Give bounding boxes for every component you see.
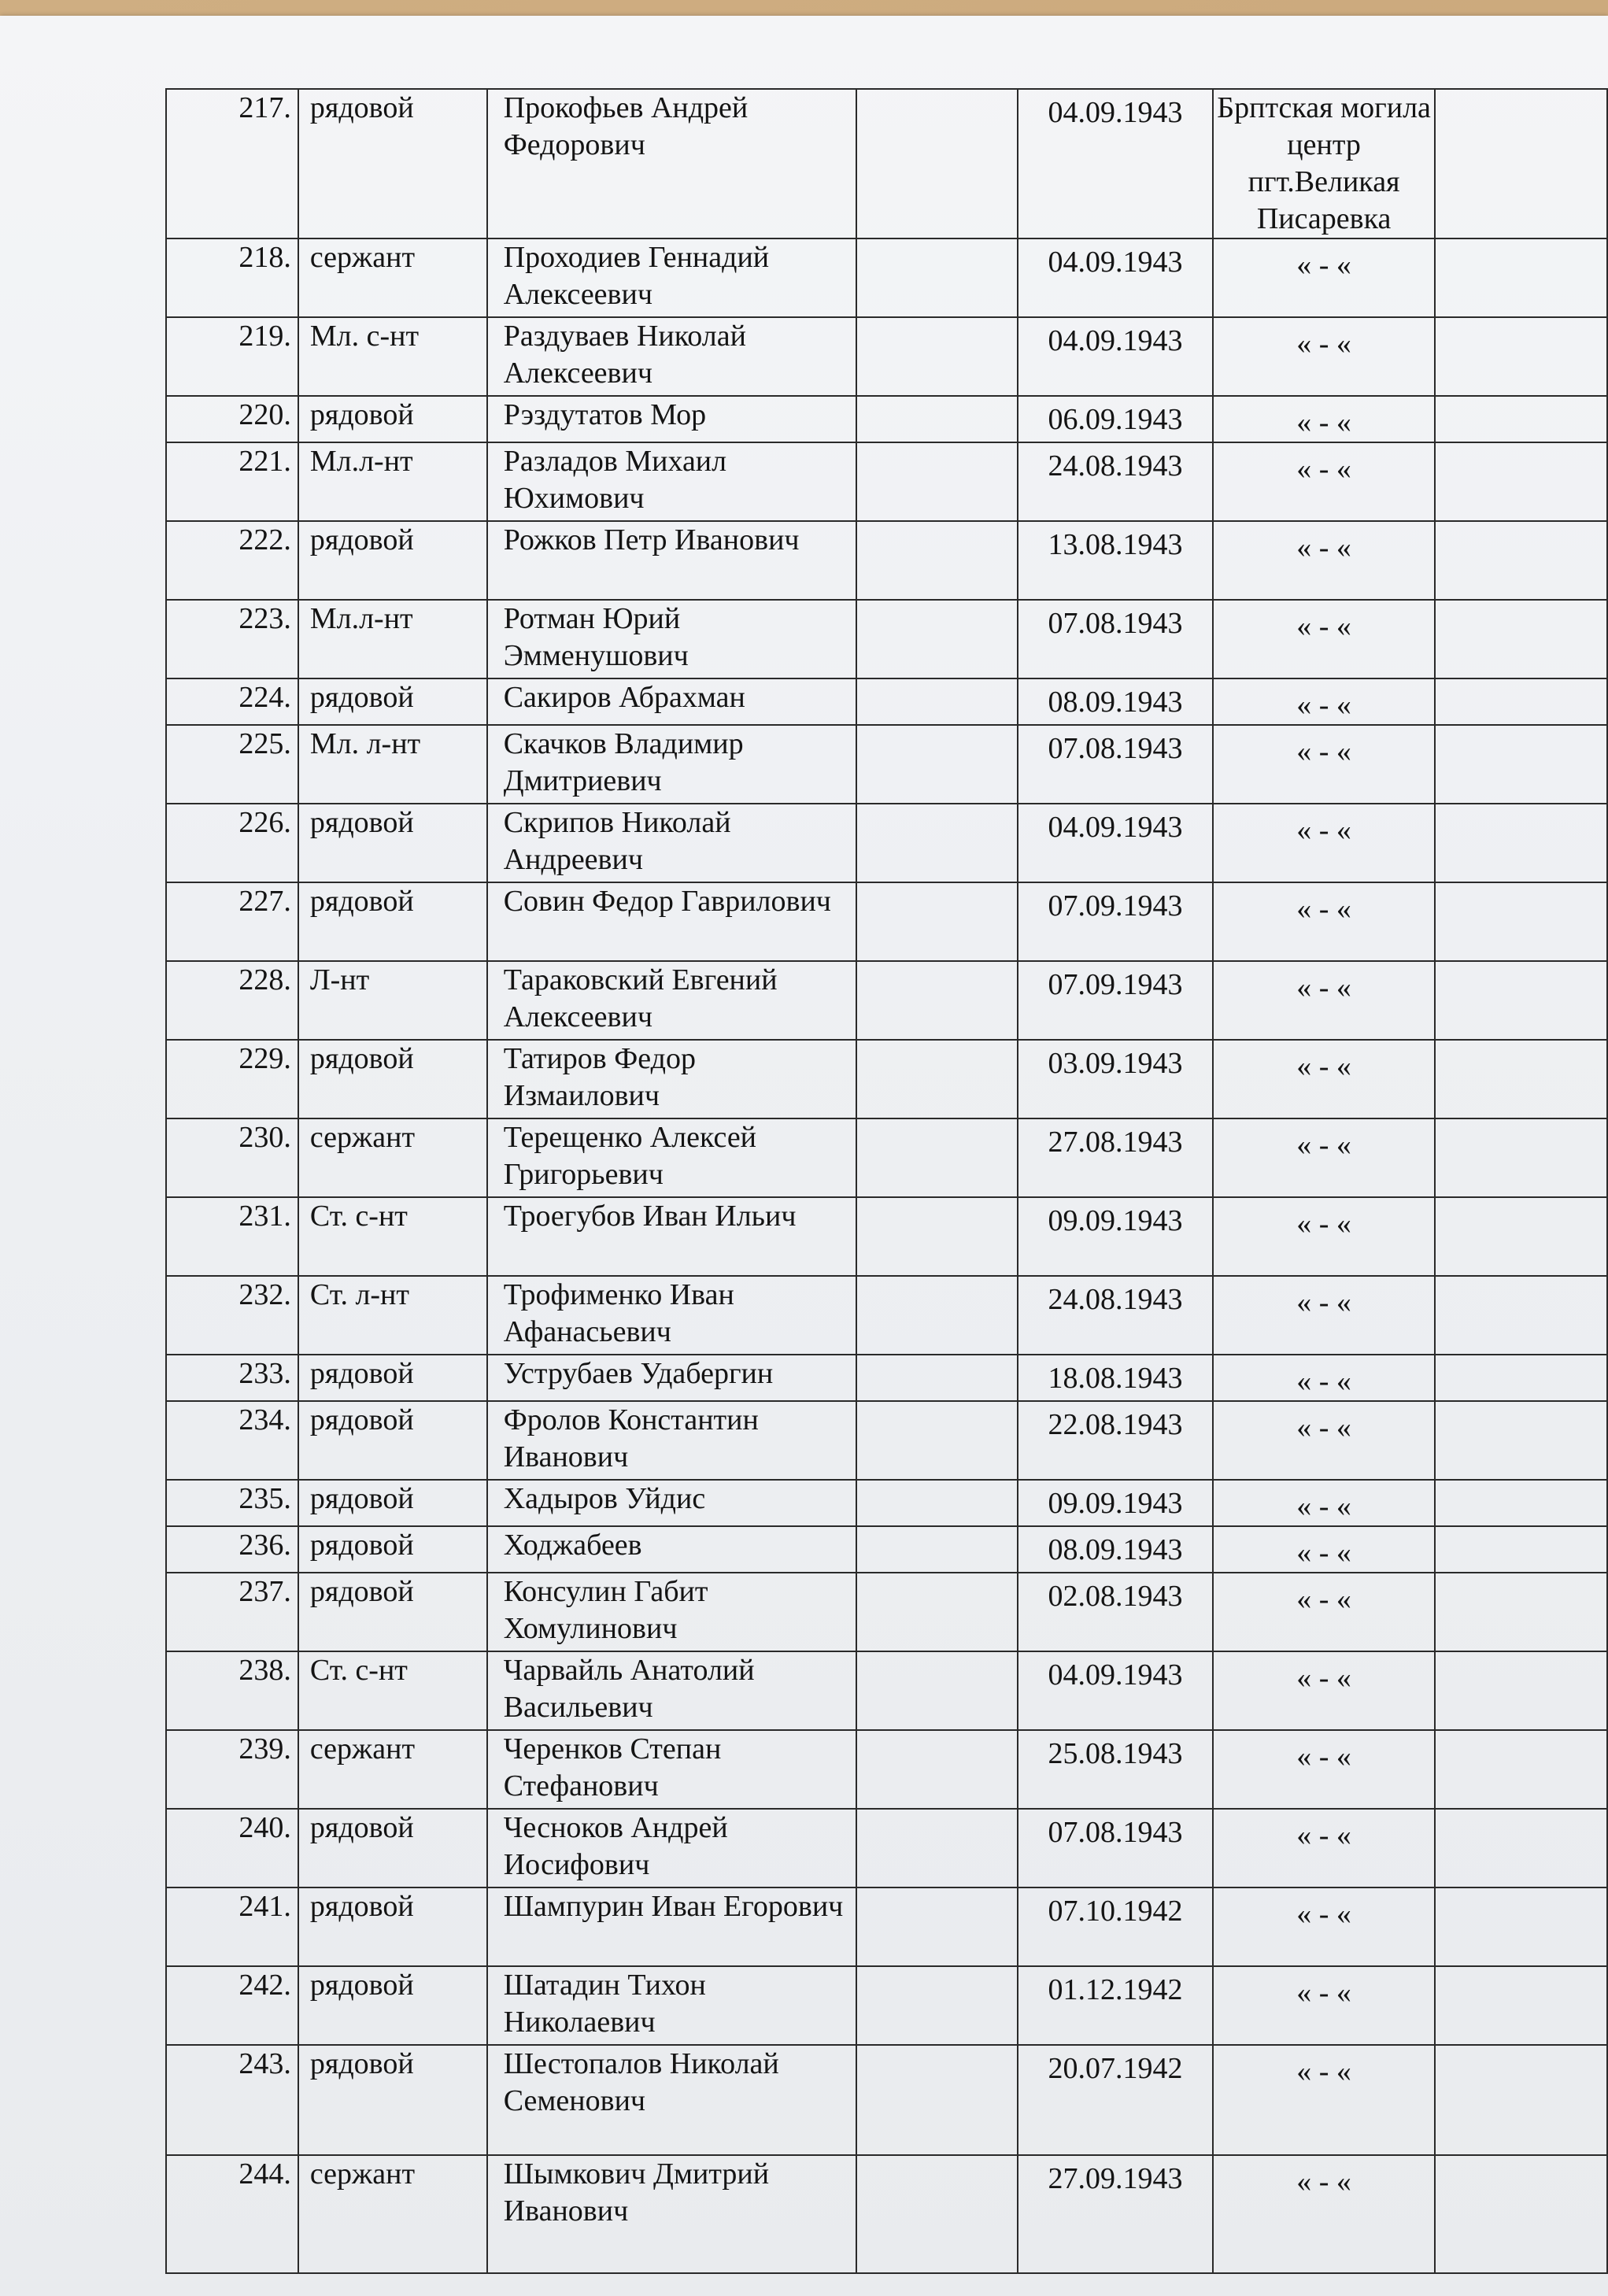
military-rank: рядовой <box>298 1401 487 1480</box>
empty-cell <box>1435 725 1607 804</box>
row-number: 231. <box>166 1197 298 1276</box>
military-rank: рядовой <box>298 882 487 961</box>
military-rank: рядовой <box>298 1526 487 1573</box>
burial-place-ditto: « - « <box>1213 521 1435 600</box>
empty-cell <box>1435 1887 1607 1966</box>
row-number: 243. <box>166 2045 298 2155</box>
empty-cell <box>856 1401 1018 1480</box>
empty-cell <box>1435 442 1607 521</box>
row-number: 220. <box>166 396 298 442</box>
death-date: 04.09.1943 <box>1018 89 1213 238</box>
table-row <box>166 1276 1607 1355</box>
full-name: Чесноков Андрей Иосифович <box>487 1809 856 1887</box>
military-rank: рядовой <box>298 396 487 442</box>
row-number: 244. <box>166 2155 298 2273</box>
table-row <box>166 396 1607 442</box>
full-name: Шымкович Дмитрий Иванович <box>487 2155 856 2273</box>
full-name: Ротман Юрий Эмменушович <box>487 600 856 678</box>
burial-place-ditto: « - « <box>1213 442 1435 521</box>
military-rank: Ст. л-нт <box>298 1276 487 1355</box>
full-name: Трофименко Иван Афанасьевич <box>487 1276 856 1355</box>
table-row <box>166 961 1607 1040</box>
empty-cell <box>1435 2155 1607 2273</box>
death-date: 09.09.1943 <box>1018 1197 1213 1276</box>
empty-cell <box>856 1480 1018 1526</box>
empty-cell <box>856 1197 1018 1276</box>
full-name: Совин Федор Гаврилович <box>487 882 856 961</box>
empty-cell <box>856 1355 1018 1401</box>
row-number: 217. <box>166 89 298 238</box>
burial-place-ditto: « - « <box>1213 1966 1435 2045</box>
full-name: Фролов Константин Иванович <box>487 1401 856 1480</box>
row-number: 237. <box>166 1573 298 1651</box>
burial-place-ditto: « - « <box>1213 2045 1435 2155</box>
burial-list-table <box>165 88 1608 2274</box>
death-date: 07.09.1943 <box>1018 882 1213 961</box>
military-rank: Мл.л-нт <box>298 600 487 678</box>
table-row <box>166 1573 1607 1651</box>
burial-place-ditto: « - « <box>1213 1651 1435 1730</box>
row-number: 224. <box>166 678 298 725</box>
table-row <box>166 521 1607 600</box>
death-date: 07.08.1943 <box>1018 1809 1213 1887</box>
empty-cell <box>856 1651 1018 1730</box>
death-date: 27.08.1943 <box>1018 1118 1213 1197</box>
empty-cell <box>856 882 1018 961</box>
military-rank: рядовой <box>298 1809 487 1887</box>
empty-cell <box>1435 1730 1607 1809</box>
full-name: Разладов Михаил Юхимович <box>487 442 856 521</box>
row-number: 218. <box>166 238 298 317</box>
empty-cell <box>1435 961 1607 1040</box>
empty-cell <box>1435 521 1607 600</box>
empty-cell <box>1435 1573 1607 1651</box>
empty-cell <box>1435 1401 1607 1480</box>
table-row <box>166 1966 1607 2045</box>
row-number: 238. <box>166 1651 298 1730</box>
military-rank: сержант <box>298 1118 487 1197</box>
empty-cell <box>856 89 1018 238</box>
military-rank: Ст. с-нт <box>298 1651 487 1730</box>
full-name: Троегубов Иван Ильич <box>487 1197 856 1276</box>
death-date: 13.08.1943 <box>1018 521 1213 600</box>
burial-place-ditto: « - « <box>1213 1480 1435 1526</box>
empty-cell <box>1435 1040 1607 1118</box>
empty-cell <box>856 600 1018 678</box>
full-name: Сакиров Абрахман <box>487 678 856 725</box>
death-date: 25.08.1943 <box>1018 1730 1213 1809</box>
empty-cell <box>1435 1651 1607 1730</box>
death-date: 07.08.1943 <box>1018 725 1213 804</box>
empty-cell <box>1435 882 1607 961</box>
empty-cell <box>1435 1809 1607 1887</box>
table-row <box>166 442 1607 521</box>
table-row <box>166 1197 1607 1276</box>
empty-cell <box>1435 1355 1607 1401</box>
table-body <box>166 89 1607 2273</box>
table-row <box>166 2045 1607 2155</box>
row-number: 233. <box>166 1355 298 1401</box>
table-row <box>166 89 1607 238</box>
military-rank: рядовой <box>298 1573 487 1651</box>
row-number: 230. <box>166 1118 298 1197</box>
military-rank: рядовой <box>298 1480 487 1526</box>
military-rank: сержант <box>298 238 487 317</box>
burial-place-ditto: « - « <box>1213 725 1435 804</box>
row-number: 223. <box>166 600 298 678</box>
burial-place-ditto: « - « <box>1213 1526 1435 1573</box>
paper-sheet <box>0 16 1608 2296</box>
empty-cell <box>856 1887 1018 1966</box>
empty-cell <box>856 1809 1018 1887</box>
burial-place-ditto: « - « <box>1213 1197 1435 1276</box>
table-row <box>166 1651 1607 1730</box>
burial-place-ditto: « - « <box>1213 1276 1435 1355</box>
row-number: 222. <box>166 521 298 600</box>
empty-cell <box>856 317 1018 396</box>
military-rank: рядовой <box>298 1355 487 1401</box>
table-row <box>166 882 1607 961</box>
empty-cell <box>856 1966 1018 2045</box>
table-row <box>166 725 1607 804</box>
table-row <box>166 1730 1607 1809</box>
empty-cell <box>1435 1966 1607 2045</box>
burial-place-ditto: « - « <box>1213 238 1435 317</box>
death-date: 06.09.1943 <box>1018 396 1213 442</box>
table-row <box>166 1526 1607 1573</box>
empty-cell <box>856 1118 1018 1197</box>
empty-cell <box>856 521 1018 600</box>
empty-cell <box>856 1040 1018 1118</box>
military-rank: рядовой <box>298 1040 487 1118</box>
table-row <box>166 600 1607 678</box>
military-rank: Мл.л-нт <box>298 442 487 521</box>
empty-cell <box>1435 600 1607 678</box>
burial-place-ditto: « - « <box>1213 1730 1435 1809</box>
empty-cell <box>856 442 1018 521</box>
row-number: 219. <box>166 317 298 396</box>
military-rank: рядовой <box>298 2045 487 2155</box>
row-number: 229. <box>166 1040 298 1118</box>
death-date: 07.09.1943 <box>1018 961 1213 1040</box>
table-row <box>166 1809 1607 1887</box>
death-date: 04.09.1943 <box>1018 238 1213 317</box>
row-number: 227. <box>166 882 298 961</box>
death-date: 27.09.1943 <box>1018 2155 1213 2273</box>
military-rank: рядовой <box>298 89 487 238</box>
burial-place-ditto: « - « <box>1213 1118 1435 1197</box>
burial-place-ditto: « - « <box>1213 882 1435 961</box>
row-number: 242. <box>166 1966 298 2045</box>
military-rank: рядовой <box>298 678 487 725</box>
death-date: 02.08.1943 <box>1018 1573 1213 1651</box>
row-number: 235. <box>166 1480 298 1526</box>
burial-place-ditto: « - « <box>1213 1401 1435 1480</box>
full-name: Терещенко Алексей Григорьевич <box>487 1118 856 1197</box>
empty-cell <box>1435 2045 1607 2155</box>
military-rank: сержант <box>298 2155 487 2273</box>
empty-cell <box>1435 1526 1607 1573</box>
military-rank: рядовой <box>298 804 487 882</box>
death-date: 24.08.1943 <box>1018 1276 1213 1355</box>
death-date: 22.08.1943 <box>1018 1401 1213 1480</box>
table-row <box>166 1401 1607 1480</box>
row-number: 226. <box>166 804 298 882</box>
death-date: 08.09.1943 <box>1018 678 1213 725</box>
table-row <box>166 678 1607 725</box>
empty-cell <box>856 1526 1018 1573</box>
empty-cell <box>1435 238 1607 317</box>
death-date: 04.09.1943 <box>1018 317 1213 396</box>
military-rank: рядовой <box>298 1887 487 1966</box>
full-name: Уструбаев Удабергин <box>487 1355 856 1401</box>
empty-cell <box>1435 678 1607 725</box>
burial-place-ditto: « - « <box>1213 1355 1435 1401</box>
full-name: Прокофьев Андрей Федорович <box>487 89 856 238</box>
death-date: 07.10.1942 <box>1018 1887 1213 1966</box>
row-number: 236. <box>166 1526 298 1573</box>
row-number: 228. <box>166 961 298 1040</box>
row-number: 239. <box>166 1730 298 1809</box>
burial-place-ditto: « - « <box>1213 600 1435 678</box>
empty-cell <box>856 396 1018 442</box>
empty-cell <box>856 804 1018 882</box>
full-name: Шестопалов Николай Семенович <box>487 2045 856 2155</box>
table-row <box>166 1355 1607 1401</box>
empty-cell <box>856 725 1018 804</box>
empty-cell <box>1435 804 1607 882</box>
full-name: Проходиев Геннадий Алексеевич <box>487 238 856 317</box>
burial-place-ditto: « - « <box>1213 1809 1435 1887</box>
death-date: 01.12.1942 <box>1018 1966 1213 2045</box>
table-row <box>166 1480 1607 1526</box>
death-date: 24.08.1943 <box>1018 442 1213 521</box>
burial-place-ditto: « - « <box>1213 2155 1435 2273</box>
row-number: 232. <box>166 1276 298 1355</box>
row-number: 240. <box>166 1809 298 1887</box>
table-row <box>166 1118 1607 1197</box>
full-name: Шампурин Иван Егорович <box>487 1887 856 1966</box>
military-rank: рядовой <box>298 1966 487 2045</box>
table-row <box>166 1887 1607 1966</box>
full-name: Раздуваев Николай Алексеевич <box>487 317 856 396</box>
military-rank: рядовой <box>298 521 487 600</box>
full-name: Чарвайль Анатолий Васильевич <box>487 1651 856 1730</box>
empty-cell <box>856 2045 1018 2155</box>
military-rank: Мл. с-нт <box>298 317 487 396</box>
military-rank: Ст. с-нт <box>298 1197 487 1276</box>
burial-place-ditto: « - « <box>1213 961 1435 1040</box>
burial-place-ditto: « - « <box>1213 1573 1435 1651</box>
burial-place-ditto: « - « <box>1213 396 1435 442</box>
full-name: Скрипов Николай Андреевич <box>487 804 856 882</box>
row-number: 234. <box>166 1401 298 1480</box>
burial-place-ditto: « - « <box>1213 1040 1435 1118</box>
row-number: 221. <box>166 442 298 521</box>
full-name: Рожков Петр Иванович <box>487 521 856 600</box>
full-name: Черенков Степан Стефанович <box>487 1730 856 1809</box>
full-name: Рэздутатов Мор <box>487 396 856 442</box>
full-name: Шатадин Тихон Николаевич <box>487 1966 856 2045</box>
empty-cell <box>856 238 1018 317</box>
empty-cell <box>856 1276 1018 1355</box>
empty-cell <box>856 961 1018 1040</box>
death-date: 07.08.1943 <box>1018 600 1213 678</box>
empty-cell <box>1435 317 1607 396</box>
table-row <box>166 317 1607 396</box>
row-number: 225. <box>166 725 298 804</box>
empty-cell <box>1435 1197 1607 1276</box>
full-name: Скачков Владимир Дмитриевич <box>487 725 856 804</box>
military-rank: Мл. л-нт <box>298 725 487 804</box>
death-date: 18.08.1943 <box>1018 1355 1213 1401</box>
table-row <box>166 2155 1607 2273</box>
death-date: 04.09.1943 <box>1018 1651 1213 1730</box>
empty-cell <box>1435 396 1607 442</box>
death-date: 08.09.1943 <box>1018 1526 1213 1573</box>
full-name: Татиров Федор Измаилович <box>487 1040 856 1118</box>
death-date: 03.09.1943 <box>1018 1040 1213 1118</box>
row-number: 241. <box>166 1887 298 1966</box>
empty-cell <box>856 2155 1018 2273</box>
burial-place-ditto: « - « <box>1213 678 1435 725</box>
empty-cell <box>1435 89 1607 238</box>
full-name: Консулин Габит Хомулинович <box>487 1573 856 1651</box>
table-row <box>166 1040 1607 1118</box>
death-date: 20.07.1942 <box>1018 2045 1213 2155</box>
empty-cell <box>1435 1276 1607 1355</box>
table-row <box>166 804 1607 882</box>
empty-cell <box>1435 1118 1607 1197</box>
burial-place-ditto: « - « <box>1213 317 1435 396</box>
full-name: Хадыров Уйдис <box>487 1480 856 1526</box>
military-rank: сержант <box>298 1730 487 1809</box>
table-row <box>166 238 1607 317</box>
death-date: 04.09.1943 <box>1018 804 1213 882</box>
burial-place-ditto: « - « <box>1213 804 1435 882</box>
empty-cell <box>856 1573 1018 1651</box>
empty-cell <box>856 1730 1018 1809</box>
military-rank: Л-нт <box>298 961 487 1040</box>
full-name: Тараковский Евгений Алексеевич <box>487 961 856 1040</box>
full-name: Ходжабеев <box>487 1526 856 1573</box>
death-date: 09.09.1943 <box>1018 1480 1213 1526</box>
burial-place-header: Брптская могила центр пгт.Великая Писаревка <box>1213 89 1435 238</box>
empty-cell <box>856 678 1018 725</box>
empty-cell <box>1435 1480 1607 1526</box>
burial-place-ditto: « - « <box>1213 1887 1435 1966</box>
